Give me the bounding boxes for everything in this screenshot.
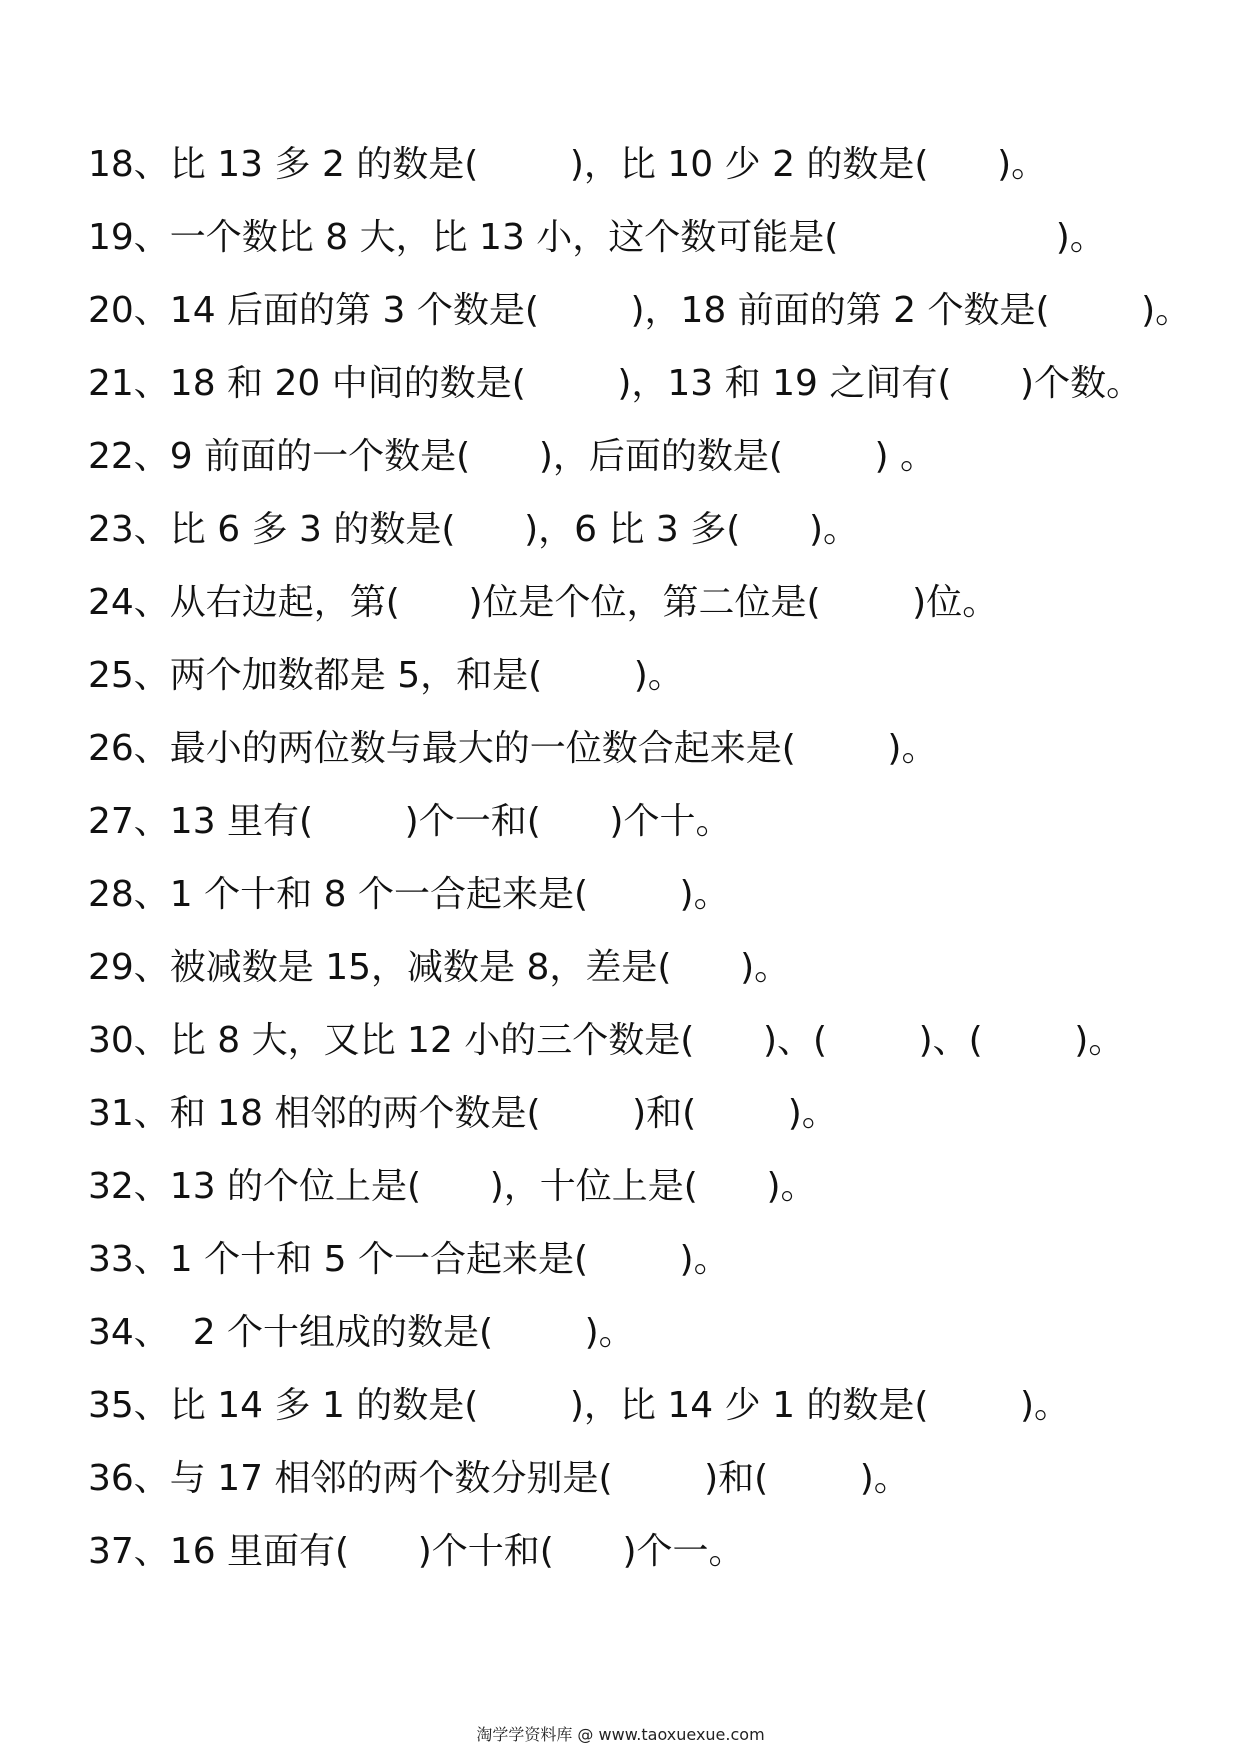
question-31: 31、和 18 相邻的两个数是( )和( )。 bbox=[88, 1093, 838, 1134]
question-19: 19、一个数比 8 大，比 13 小，这个数可能是( )。 bbox=[88, 217, 1106, 258]
question-23: 23、比 6 多 3 的数是( )，6 比 3 多( )。 bbox=[88, 509, 860, 550]
question-20: 20、14 后面的第 3 个数是( )，18 前面的第 2 个数是( )。 bbox=[88, 290, 1192, 331]
question-30: 30、比 8 大，又比 12 小的三个数是( )、( )、( )。 bbox=[88, 1020, 1125, 1061]
question-24: 24、从右边起，第( )位是个位，第二位是( )位。 bbox=[88, 582, 999, 623]
question-29: 29、被减数是 15，减数是 8，差是( )。 bbox=[88, 947, 791, 988]
question-35: 35、比 14 多 1 的数是( )，比 14 少 1 的数是( )。 bbox=[88, 1385, 1071, 1426]
question-22: 22、9 前面的一个数是( )，后面的数是( ) 。 bbox=[88, 436, 936, 477]
question-list bbox=[88, 132, 1218, 1592]
question-34: 34、 2 个十组成的数是( )。 bbox=[88, 1312, 635, 1353]
question-26: 26、最小的两位数与最大的一位数合起来是( )。 bbox=[88, 728, 938, 769]
question-21: 21、18 和 20 中间的数是( )，13 和 19 之间有( )个数。 bbox=[88, 363, 1143, 404]
question-18: 18、比 13 多 2 的数是( )，比 10 少 2 的数是( )。 bbox=[88, 144, 1048, 185]
question-27: 27、13 里有( )个一和( )个十。 bbox=[88, 801, 732, 842]
footer-watermark: 淘学学资料库 @ www.taoxuexue.com bbox=[476, 1725, 765, 1744]
question-33: 33、1 个十和 5 个一合起来是( )。 bbox=[88, 1239, 730, 1280]
question-36: 36、与 17 相邻的两个数分别是( )和( )。 bbox=[88, 1458, 910, 1499]
question-32: 32、13 的个位上是( )，十位上是( )。 bbox=[88, 1166, 817, 1207]
question-37: 37、16 里面有( )个十和( )个一。 bbox=[88, 1531, 745, 1572]
question-25: 25、两个加数都是 5，和是( )。 bbox=[88, 655, 684, 696]
question-28: 28、1 个十和 8 个一合起来是( )。 bbox=[88, 874, 730, 915]
